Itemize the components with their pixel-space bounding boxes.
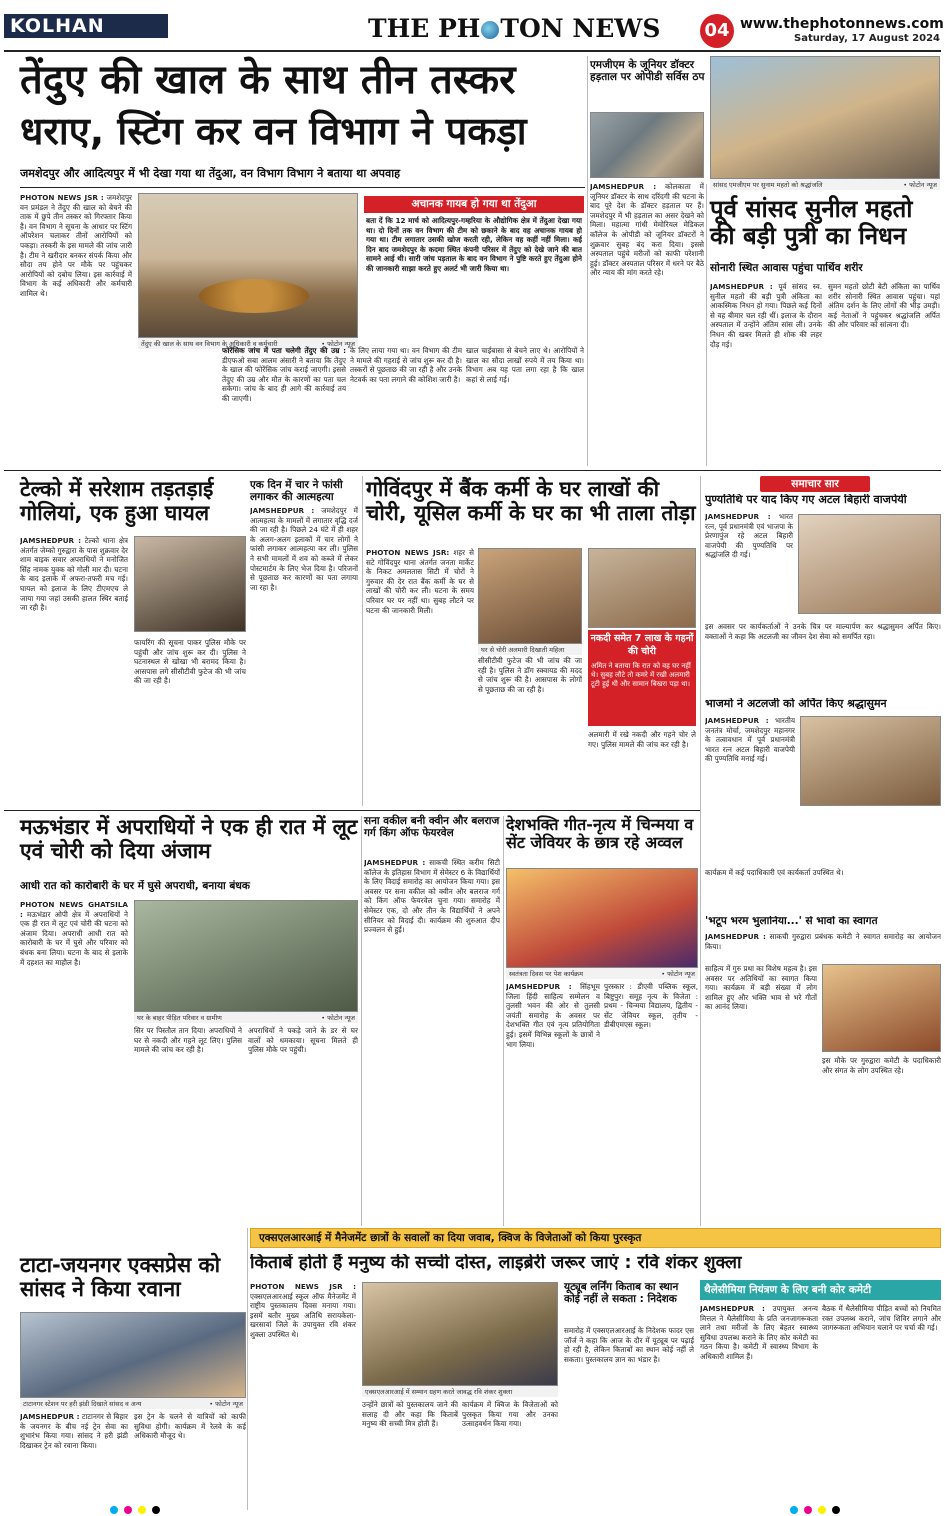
leopard-skin-shape (199, 279, 309, 313)
sanna-text: साकची स्थित करीम सिटी कॉलेज के इतिहास विभाग में सेमेस्टर 6 के विद्यार्थियों के लिए विदाई समारोह का आयोजन किया गया। इस अवसर पर सना वकील को क्वीन और बलराज गर्ग को किंग ऑफ फेयरवेल चुना गया। समारोह में सेमेस्टर एक, दो और तीन के विद्यार्थियों ने अपने सीनियर को विदाई दी। कार्यक्रम की शुरुआत दीप प्रज्वलन से हुई। (364, 858, 500, 935)
reg-black (152, 1506, 160, 1514)
logo-globe-icon (481, 21, 499, 39)
library-col2: उन्होंने छात्रों को पुस्तकालय जाने की सलाह दी और कहा कि किताबें मनुष्य की सच्ची मित्र होती हैं। (362, 1400, 458, 1429)
doctors-caption-text: सांसद एमजीएम पर सुनाम महतो को श्रद्धांजलि (713, 181, 823, 189)
bank-col1-text: शहर से सटे गोविंदपुर थाना अंतर्गत जनता मार्केट के निकट अमलतास सिटी में चोरों ने गुरुवार की देर रात बैंक कर्मी के घर से लाखों की चोरी कर ली। घटना के समय परिवार घर पर नहीं था। सुबह लौटने पर घटना की जानकारी मिली। (366, 548, 474, 615)
mango-col3: अपराधियों ने पकड़े जाने के डर से घर वालों को धमकाया। सूचना मिलते ही पुलिस मौके पर पहुंची। (248, 1026, 358, 1055)
reg-black-2 (832, 1506, 840, 1514)
thalassemia-head-box (700, 1280, 941, 1300)
thalassemia-col2: बैठक में थैलेसीमिया पीड़ित बच्चों को नियमित रक्त उपलब्ध कराने, जांच शिविर लगाने और जागरूकता अभियान चलाने पर चर्चा की गई। (822, 1304, 941, 1333)
lead-caption-credit: • फोटोन न्यूज (321, 340, 355, 348)
doctors-photo-large (710, 56, 940, 179)
samachar-col2-text: भारतीय जनतंत्र मोर्चा, जमशेदपुर महानगर के तत्वावधान में पूर्व प्रधानमंत्री भारत रत्न अटल बिहारी वाजपेयी की पुण्यतिथि मनाई गई। (705, 716, 795, 764)
lead-redbar-text: बता दें कि 12 मार्च को आदित्यपुर-गम्हरिया के औद्योगिक क्षेत्र में तेंदुआ देखा गया था। दो दिनों तक वन विभाग की टीम को छकाने के बाद वह अचानक गायब हो गया था। टीम लगातार उसकी खोज करती रही, लेकिन वह कहीं नहीं मिला। कई दिन बाद जमशेदपुर के कदमा स्थित कंपनी परिसर में तेंदुए को देखे जाने की बात सामने आई थी। सारी जांच पड़ताल के बाद वन विभाग ने पुष्टि करते हुए तेंदुआ होने की जानकारी साझा करते हुए अलर्ट भी जारी किया था। (366, 216, 582, 273)
mp-col1-text: पूर्व सांसद स्व. सुनील महतो की बड़ी पुत्री अंकिता का आकस्मिक निधन हो गया। पिछले कई दिनों से वह बीमार चल रही थीं। इलाज के दौरान अस्पताल में उन्होंने अंतिम सांस ली। उनके निधन की खबर मिलते ही शोक की लहर दौड़ गई। (710, 282, 822, 349)
samachar-text: इस अवसर पर कार्यकर्ताओं ने उनके चित्र पर माल्यार्पण कर श्रद्धासुमन अर्पित किए। वक्ताओं ने कहा कि अटलजी का जीवन देश सेवा को समर्पित रहा। (705, 622, 941, 641)
website[interactable]: www.thephotonnews.com (740, 16, 944, 32)
bank-col2: सीसीटीवी फुटेज की भी जांच की जा रही है। पुलिस ने डॉग स्क्वायड की मदद से जांच शुरू की है। आसपास के लोगों से पूछताछ की जा रही है। (478, 656, 582, 694)
lead-redbar: अचानक गायब हो गया था तेंदुआ (364, 196, 584, 213)
telco-col2: फायरिंग की सूचना पाकर पुलिस मौके पर पहुंची और जांच शुरू कर दी। पुलिस ने घटनास्थल से खोखा भी बरामद किया है। आसपास लगे सीसीटीवी फुटेज की भी जांच की जा रही है। (134, 638, 246, 686)
thalassemia-col1-text: उपायुक्त अनन्य मित्तल ने थैलेसीमिया के प्रति जनजागरूकता लाने तथा मरीजों के लिए बेहतर स्वास्थ्य सुविधा उपलब्ध कराने के लिए कोर कमेटी का गठन किया है। कमेटी में स्वास्थ्य विभाग के अधिकारी शामिल हैं। (700, 1304, 818, 1361)
rule-row2 (4, 470, 941, 471)
lead-headline-line2: धराए, स्टिंग कर वन विभाग ने पकड़ा (20, 109, 527, 153)
bank-redbox-title: नकदी समेत 7 लाख के गहनों की चोरी (588, 630, 696, 660)
tata-headline: टाटा-जयनगर एक्सप्रेस को सांसद ने किया रवाना (20, 1253, 221, 1301)
banner-strip (250, 1228, 941, 1248)
samachar-photo (798, 514, 941, 614)
reg-magenta-2 (804, 1506, 812, 1514)
lead-col4: के लिए लाया गया था। वन विभाग की टीम ने मामले की गहराई से जांच शुरू कर दी है। तस्करों से पूछताछ की जा रही है और उनके नेटवर्क का पता लगाने की कोशिश जारी है। (350, 346, 462, 384)
lead-col1-text: जमशेदपुर वन प्रमंडल ने तेंदुए की खाल को बेचने की ताक में छुपे तीन तस्कर को गिरफ्तार किया है। वन विभाग ने सूचना के आधार पर स्टिंग ऑपरेशन चलाकर तीनों आरोपियों को पकड़ा। तस्करी के इस मामले की जांच जारी है। टीम ने खरीदार बनकर संपर्क किया और सौदा तय होने पर मौके पर पहुंचकर आरोपियों को दबोच लिया। इस कार्रवाई में विभाग के कई अधिकारी और कर्मचारी शामिल थे। (20, 193, 132, 298)
reg-cyan (110, 1506, 118, 1514)
bhatup-col3: इस मौके पर गुरुद्वारा कमेटी के पदाधिकारी और संगत के लोग उपस्थित रहे। (822, 1056, 941, 1075)
samachar-dateline: JAMSHEDPUR : (705, 512, 771, 521)
suicide-headline: एक दिन में चार ने फांसी लगाकर की आत्महत्या (250, 479, 343, 503)
mango-col2: सिर पर पिस्तौल तान दिया। अपराधियों ने घर से नकदी और गहने लूट लिए। पुलिस मामले की जांच कर रही है। (134, 1026, 242, 1055)
rule-row3 (4, 810, 700, 811)
thalassemia-dateline: JAMSHEDPUR : (700, 1304, 765, 1313)
samachar-dateline2: JAMSHEDPUR : (705, 716, 769, 725)
page-number: 04 (700, 14, 734, 48)
paper-logo (368, 12, 661, 46)
deshbhakti-headline: देशभक्ति गीत-नृत्य में चिन्मया व सेंट जेवियर के छात्र रहे अव्वल (506, 815, 694, 852)
vrule-mid (362, 476, 363, 806)
mango-photo (134, 900, 358, 1012)
vrule-top-right2 (706, 184, 707, 466)
library-col1 (250, 1282, 356, 1508)
mango-col1-text: मऊभंडार ओपी क्षेत्र में अपराधियों ने एक ही रात में लूट एवं चोरी की घटना को अंजाम दिया। अपराधी आधी रात को कारोबारी के घर में घुसे और परिवार को बंधक बना लिया। घटना के बाद से इलाके में दहशत का माहौल है। (20, 909, 128, 967)
library-col4: समारोह में एक्सएलआरआई के निदेशक फादर एस जॉर्ज ने कहा कि आज के दौर में यूट्यूब पर पढ़ाई हो रही है, लेकिन किताबों का स्थान कोई नहीं ले सकता। पुस्तकालय ज्ञान का भंडार है। (564, 1326, 694, 1364)
deshbhakti-caption-credit: • फोटोन न्यूज (661, 970, 695, 978)
tata-caption-credit: • फोटोन न्यूज (209, 1400, 243, 1408)
lead-headline-line1: तेंदुए की खाल के साथ तीन तस्कर (20, 57, 516, 103)
deshbhakti-col1-text: सिंहभूम जिला हिंदी साहित्य सम्मेलन व तुलसी भवन की ओर से तुलसी जयंती समारोह के अवसर पर देशभक्ति गीत एवं नृत्य प्रतियोगिता हुई। इसमें विभिन्न स्कूलों के छात्रों ने भाग लिया। (506, 982, 600, 1049)
mango-caption-credit: • फोटोन न्यूज (321, 1014, 355, 1022)
doctors-col1 (590, 182, 704, 460)
doctors-headline: एमजीएम के जूनियर डॉक्टर हड़ताल पर ओपीडी सर्विस ठप (590, 59, 705, 83)
masthead (0, 0, 945, 52)
bhatup-text: साकची गुरुद्वारा प्रबंधक कमेटी ने स्वागत समारोह का आयोजन किया। (705, 932, 941, 951)
lead-col1 (20, 193, 132, 461)
bhatup-col (705, 932, 941, 962)
thalassemia-headline: थैलेसीमिया नियंत्रण के लिए बनी कोर कमेटी (704, 1284, 872, 1296)
samachar-tag: समाचार सार (760, 476, 870, 492)
reg-yellow-2 (818, 1506, 826, 1514)
deshbhakti-photo (506, 868, 698, 968)
doctors-col1-text: कोलकाता में जूनियर डॉक्टर के साथ दरिंदगी की घटना के बाद पूरे देश के डॉक्टर हड़ताल पर हैं। जमशेदपुर में भी हड़ताल का असर देखने को मिला। महात्मा गांधी मेमोरियल मेडिकल कॉलेज के ओपीडी को जूनियर डॉक्टरों ने शुक्रवार सुबह बंद करा दिया। इससे अस्पताल पहुंचे मरीजों को काफी परेशानी हुई। डॉक्टर अस्पताल परिसर में धरने पर बैठे और न्याय की मांग करते रहे। (590, 182, 704, 278)
bank-photo (478, 548, 582, 644)
mango-subhead: आधी रात को कारोबारी के घर में घुसे अपराधी, बनाया बंधक (20, 880, 250, 892)
bank-redbox: अमित ने बताया कि रात को वह घर नहीं थे। सुबह लौटे तो कमरे में रखी अलमारी टूटी हुई थी और सामान बिखरा पड़ा था। (588, 660, 696, 726)
library-col1-text: एक्सएलआरआई स्कूल ऑफ मैनेजमेंट में राष्ट्रीय पुस्तकालय दिवस मनाया गया। इसमें बतौर मुख्य अतिथि सरायकेला-खरसावां जिले के उपायुक्त रवि शंकर शुक्ला उपस्थित थे। (250, 1291, 356, 1339)
mango-dateline: PHOTON NEWS GHATSILA : (20, 900, 128, 919)
telco-col1 (20, 536, 128, 806)
registration-marks (0, 1504, 945, 1516)
telco-headline: टेल्को में सरेशाम तड़तड़ाई गोलियां, एक हुआ घायल (20, 477, 214, 525)
library-headline: किताबें होती हैं मनुष्य की सच्ची दोस्त, लाइब्रेरी जरूर जाएं : रवि शंकर शुक्ला (250, 1254, 742, 1273)
lead-forensic-text: डीएफओ सबा आलम अंसारी ने बताया कि तेंदुए के खाल की फोरेंसिक जांच कराई जाएगी। इससे तेंदुए की उम्र और मौत के कारणों का पता चल सकेगा। जांच के बाद ही आगे की कार्रवाई तय की जाएगी। (222, 355, 346, 403)
telco-photo (134, 536, 246, 632)
lead-dateline: PHOTON NEWS JSR : (20, 193, 104, 202)
samachar-headline: पुण्यतिथि पर याद किए गए अटल बिहारी वाजपेयी (705, 494, 907, 506)
mp-dateline: JAMSHEDPUR : (710, 282, 773, 291)
vrule-row3b (503, 816, 504, 1226)
library-photo-caption: एक्सएलआरआई में सम्मान ग्रहण करते जावद्ध रवि शंकर शुक्ला (362, 1386, 558, 1397)
vrule-mid-right (700, 476, 701, 1226)
samachar-headline2: भाजमो ने अटलजी को अर्पित किए श्रद्धासुमन (705, 698, 887, 710)
samachar-photo2 (800, 716, 941, 806)
masthead-rule (4, 50, 941, 52)
doctors-photo-caption (710, 179, 940, 190)
library-photo (362, 1282, 558, 1386)
mp-col1 (710, 282, 822, 462)
mango-photo-caption (134, 1012, 358, 1023)
tata-photo-caption (20, 1398, 246, 1409)
issue-date: Saturday, 17 August 2024 (794, 33, 940, 44)
bank-col1 (366, 548, 474, 806)
tata-caption-text: टाटानगर स्टेशन पर हरी झंडी दिखाते सांसद व अन्य (23, 1400, 142, 1408)
samachar-dateline3: JAMSHEDPUR : (705, 932, 766, 941)
samachar-col2 (705, 716, 795, 866)
lead-boxhead: फोरेंसिक जांच में पता चलेगी तेंदुए की उम्र : (222, 346, 346, 355)
lead-caption-text: तेंदुए की खाल के साथ वन विभाग के अधिकारी व कर्मचारी (141, 340, 278, 348)
reg-yellow (138, 1506, 146, 1514)
vrule-top-right (587, 56, 588, 466)
samachar-col3: कार्यक्रम में कई पदाधिकारी एवं कार्यकर्ता उपस्थित थे। (705, 868, 844, 877)
mp-col2: सुमन महतो छोटी बेटी अंकिता का पार्थिव शरीर सोनारी स्थित आवास पहुंचा। यहां अंतिम दर्शन के लिए लोगों की भीड़ उमड़ी। कई नेताओं ने पहुंचकर श्रद्धांजलि अर्पित की और परिवार को सांत्वना दी। (828, 282, 940, 330)
suicide-dateline: JAMSHEDPUR : (250, 506, 315, 515)
bank-photo-caption: घर से चोरी अलमारी दिखाती महिला (478, 644, 582, 655)
lead-subhead-rule (20, 187, 585, 188)
tata-col1 (20, 1412, 128, 1508)
bank-dateline: PHOTON NEWS JSR: (366, 548, 450, 557)
sanna-headline: सना वकील बनी क्वीन और बलराज गर्ग किंग ऑफ फेयरवेल (364, 815, 500, 839)
lead-col5: खाल चाईबासा से बेचने लाए थे। आरोपियों ने खाल का सौदा लाखों रुपये में तय किया था। विभाग अब यह पता लगा रहा है कि खाल कहां से लाई गई। (466, 346, 584, 384)
vrule-row3 (361, 816, 362, 1226)
paper-name-part1: THE PH (368, 14, 481, 43)
bhatup-col2: साहित्य में गुरु प्रथा का विशेष महत्व है। इस अवसर पर अतिथियों का स्वागत किया गया। कार्यक्रम में बड़ी संख्या में लोग शामिल हुए और भक्ति भाव से भरे गीतों का आनंद लिया। (705, 964, 817, 1012)
bhatup-photo (822, 964, 941, 1052)
library-subhead: यूट्यूब लर्निंग किताब का स्थान कोई नहीं ले सकता : निदेशक (564, 1281, 679, 1305)
samachar-col1 (705, 512, 793, 618)
suicide-col (250, 506, 358, 806)
tata-col1-text: टाटानगर से बिहार के जयनगर के बीच नई ट्रेन सेवा का शुभारंभ किया गया। सांसद ने हरी झंडी दिखाकर ट्रेन को रवाना किया। (20, 1412, 128, 1450)
section-tag: KOLHAN (4, 14, 168, 38)
sanna-dateline: JAMSHEDPUR : (364, 858, 426, 867)
mango-caption-text: घर के बाहर पीड़ित परिवार व ग्रामीण (137, 1014, 222, 1022)
tata-dateline: JAMSHEDPUR : (20, 1412, 80, 1421)
banner-text: एक्सएलआरआई में मैनेजमेंट छात्रों के सवालों का दिया जवाब, क्विज के विजेताओं को किया पुरस्कृत (259, 1232, 642, 1244)
deshbhakti-col1 (506, 982, 600, 1226)
suicide-text: जमशेदपुर में आत्महत्या के मामलों में लगातार वृद्धि दर्ज की जा रही है। पिछले 24 घंटे में ही शहर के अलग-अलग इलाकों में चार लोगों ने फांसी लगाकर आत्महत्या कर ली। पुलिस ने सभी मामलों में शव को कब्जे में लेकर पोस्टमार्टम के लिए भेज दिया है। परिजनों से पूछताछ कर कारणों का पता लगाया जा रहा है। (250, 506, 358, 592)
lead-col-forensic (222, 346, 346, 461)
library-dateline: PHOTON NEWS JSR : (250, 1282, 356, 1291)
deshbhakti-caption (506, 968, 698, 979)
bank-headline: गोविंदपुर में बैंक कर्मी के घर लाखों की चोरी, यूसिल कर्मी के घर का भी ताला तोड़ा (366, 477, 696, 525)
paper-name-part2: TON NEWS (500, 14, 661, 43)
samachar-headline3: 'भटूप भरम भुलानिया...' से भावों का स्वागत (705, 916, 878, 927)
reg-cyan-2 (790, 1506, 798, 1514)
vrule-bottom (247, 1228, 248, 1510)
telco-dateline: JAMSHEDPUR : (20, 536, 81, 545)
thalassemia-col1 (700, 1304, 818, 1508)
samachar-col1-text: भारत रत्न, पूर्व प्रधानमंत्री एवं भाजपा के प्रेरणापुंज रहे अटल बिहारी वाजपेयी की पुण्यतिथि पर श्रद्धांजलि दी गई। (705, 512, 793, 560)
mango-col1 (20, 900, 128, 1226)
doctors-photo-small (590, 112, 704, 178)
deshbhakti-caption-text: स्वतंत्रता दिवस पर पेश कार्यक्रम (509, 970, 584, 978)
lead-subhead: जमशेदपुर और आदित्यपुर में भी देखा गया था तेंदुआ, वन विभाग विभाग ने बताया था अपवाह (20, 167, 401, 180)
reg-magenta (124, 1506, 132, 1514)
mp-subhead: सोनारी स्थित आवास पहुंचा पार्थिव शरीर (710, 262, 863, 274)
mango-headline: मऊभंडार में अपराधियों ने एक ही रात में लूट एवं चोरी को दिया अंजाम (20, 815, 358, 863)
lead-photo (138, 193, 358, 338)
deshbhakti-dateline: JAMSHEDPUR : (506, 982, 572, 991)
sanna-col (364, 858, 500, 1226)
tata-photo (20, 1312, 246, 1398)
library-col3: कार्यक्रम में क्विज के विजेताओं को पुरस्कृत किया गया और उनका उत्साहवर्धन किया गया। (462, 1400, 558, 1429)
bank-photo2 (588, 548, 696, 628)
tata-col2: इस ट्रेन के चलने से यात्रियों को काफी सुविधा होगी। कार्यक्रम में रेलवे के कई अधिकारी मौजूद थे। (134, 1412, 246, 1441)
bank-col3: अलमारी में रखे नकदी और गहने चोर ले गए। पुलिस मामले की जांच कर रही है। (588, 730, 696, 749)
telco-col1-text: टेल्को थाना क्षेत्र अंतर्गत जेम्को गुरुद्वारा के पास शुक्रवार देर शाम बाइक सवार अपराधियों ने मनोजित सिंह नामक युवक को गोली मार दी। घटना के बाद इलाके में अफरा-तफरी मच गई। घायल को इलाज के लिए टीएमएच ले जाया गया जहां उसकी हालत स्थिर बताई जा रही है। (20, 536, 128, 613)
doctors-caption-credit: • फोटोन न्यूज (903, 181, 937, 189)
deshbhakti-col2: पुरस्कार : डीएवी पब्लिक स्कूल, बिष्टुपुर। समूह नृत्य के विजेता : प्रथम - चिन्मया विद्यालय, द्वितीय - सेंट जेवियर स्कूल, तृतीय - डीबीएमएस स्कूल। (604, 982, 698, 1030)
doctors-dateline: JAMSHEDPUR : (590, 182, 657, 191)
mp-headline: पूर्व सांसद सुनील महतो की बड़ी पुत्री का निधन (710, 195, 913, 250)
